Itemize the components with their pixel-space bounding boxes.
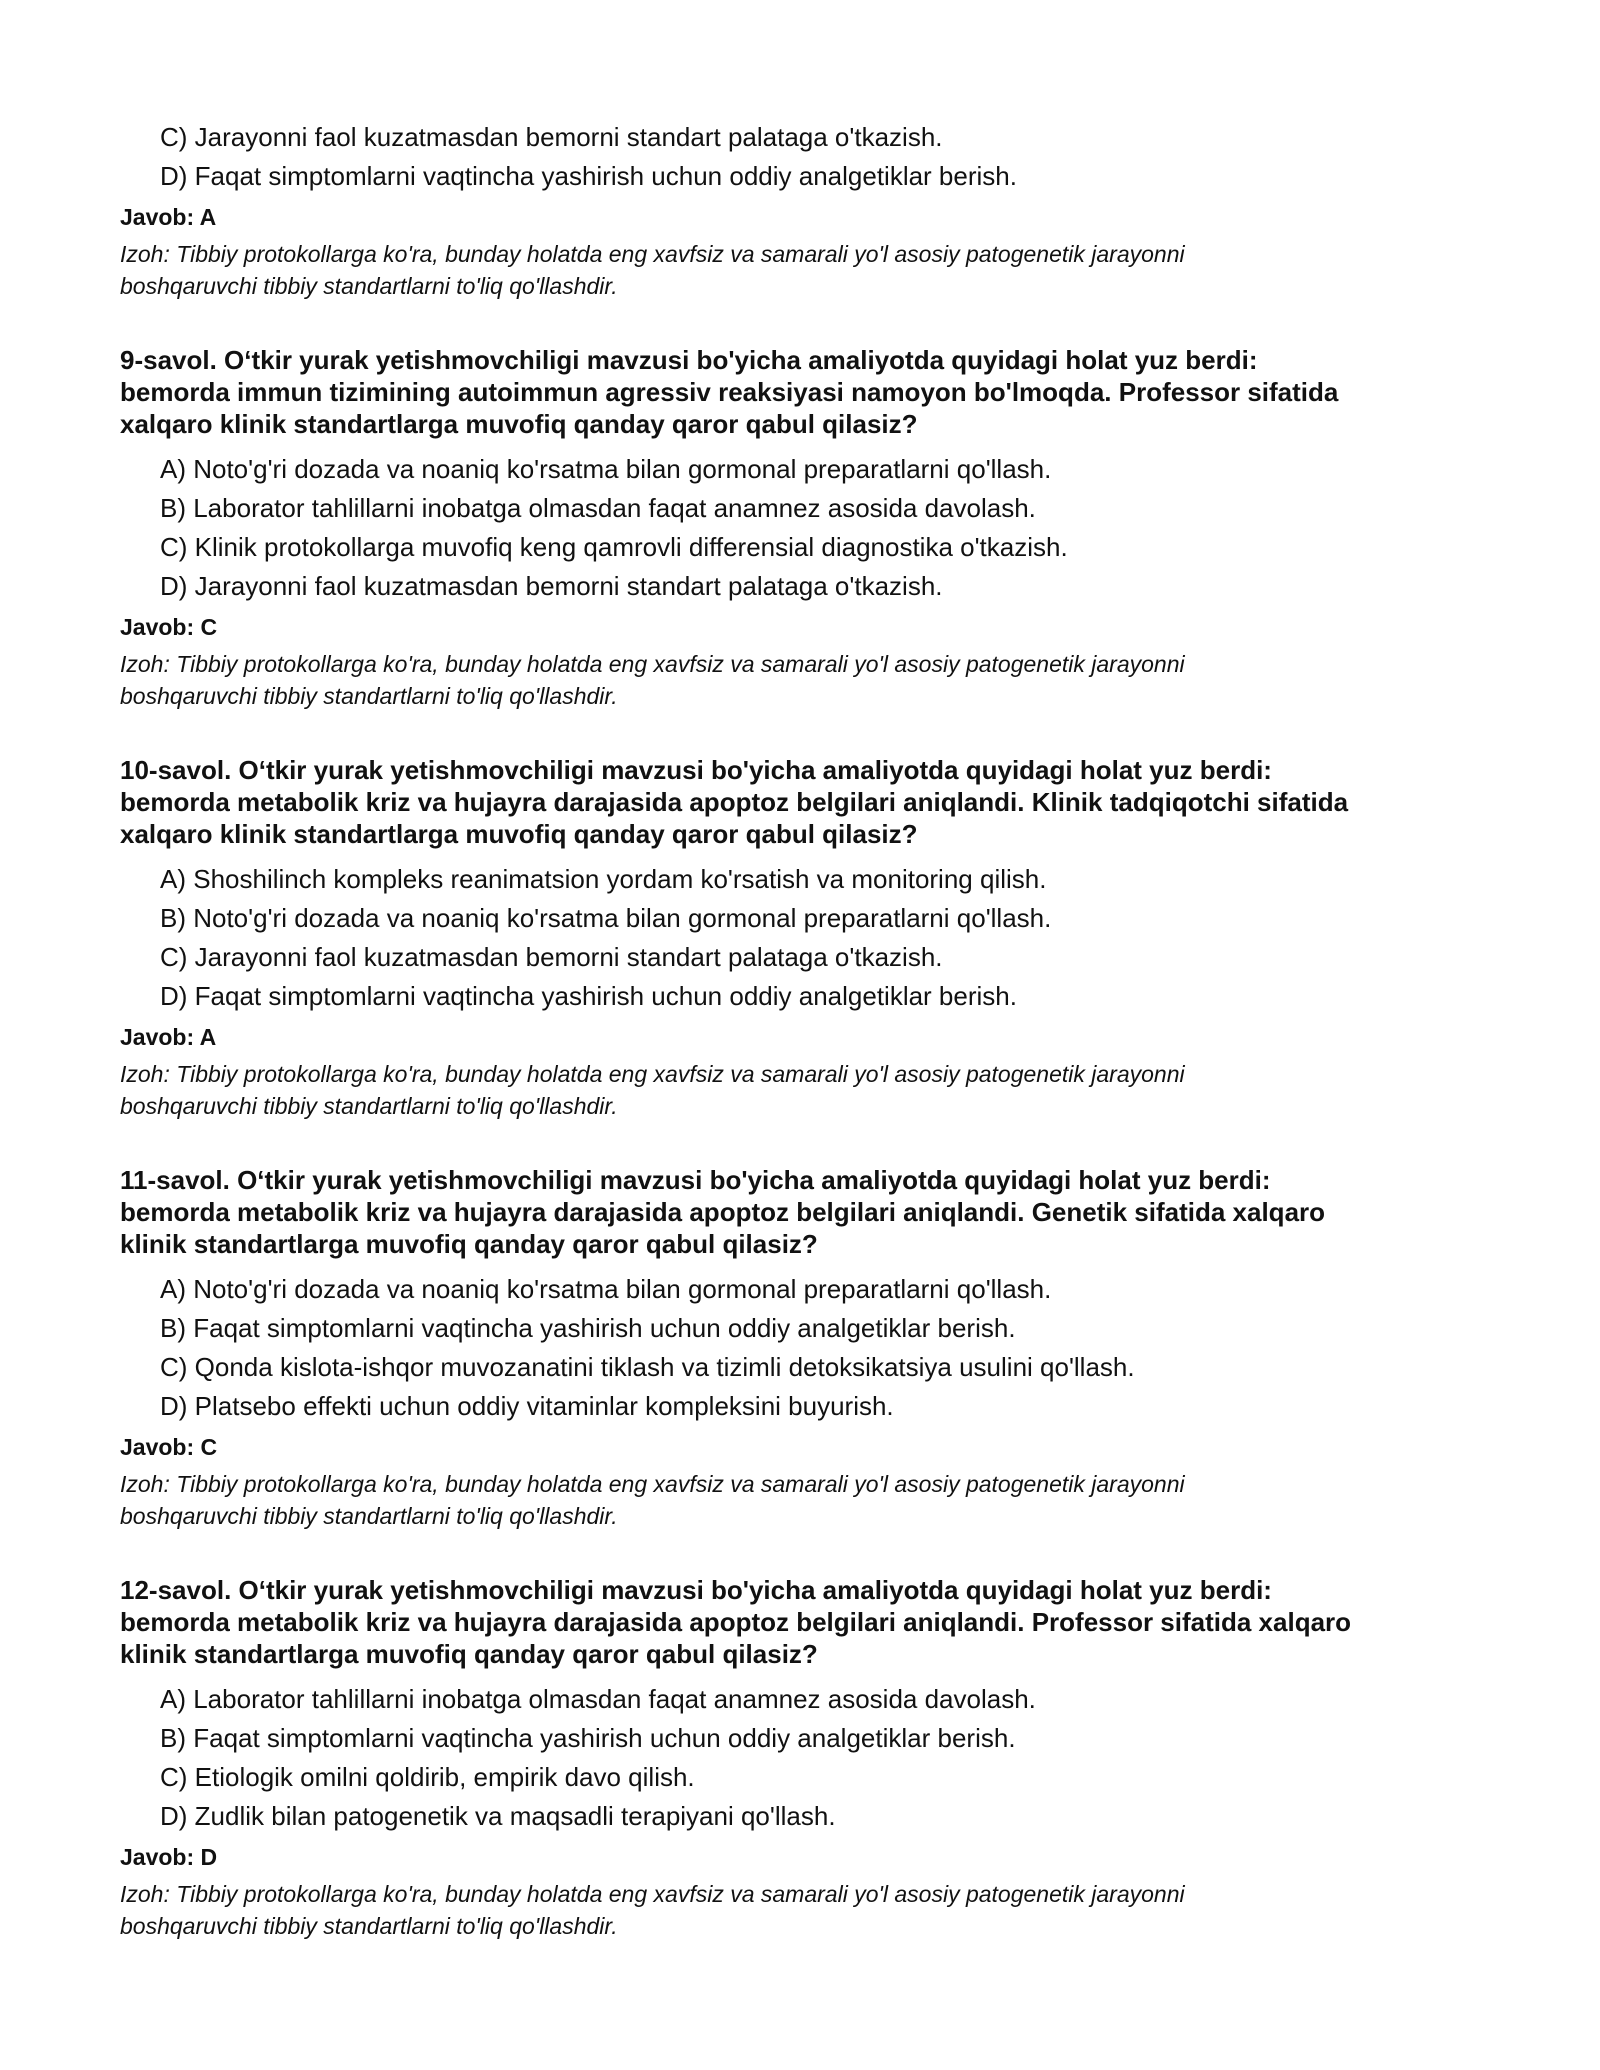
answer-option: C) Klinik protokollarga muvofiq keng qamrovli differensial diagnostika o'tkazish.	[160, 532, 1068, 562]
question-text	[120, 754, 1500, 850]
question-line: xalqaro klinik standartlarga muvofiq qanday qaror qabul qilasiz?	[120, 409, 918, 439]
correct-answer: Javob: C	[120, 614, 218, 640]
answer-options	[120, 450, 1500, 606]
explanation-line: boshqaruvchi tibbiy standartlarni to'liq qo'llashdir.	[120, 1503, 618, 1529]
explanation-line: boshqaruvchi tibbiy standartlarni to'liq qo'llashdir.	[120, 1093, 618, 1119]
explanation-note	[120, 1058, 1500, 1122]
answer-option: D) Faqat simptomlarni vaqtincha yashirish uchun oddiy analgetiklar berish.	[160, 981, 1017, 1011]
answer-option: B) Faqat simptomlarni vaqtincha yashirish uchun oddiy analgetiklar berish.	[160, 1723, 1016, 1753]
question-block	[120, 344, 1500, 712]
question-line: klinik standartlarga muvofiq qanday qaror qabul qilasiz?	[120, 1229, 818, 1259]
correct-answer: Javob: C	[120, 1434, 218, 1460]
explanation-line: boshqaruvchi tibbiy standartlarni to'liq qo'llashdir.	[120, 1913, 618, 1939]
answer-option: D) Zudlik bilan patogenetik va maqsadli terapiyani qo'llash.	[160, 1801, 836, 1831]
explanation-line: Izoh: Tibbiy protokollarga ko'ra, bunday holatda eng xavfsiz va samarali yo'l asosiy patogenetik jarayonni	[120, 1061, 1185, 1087]
explanation-line: Izoh: Tibbiy protokollarga ko'ra, bunday holatda eng xavfsiz va samarali yo'l asosiy patogenetik jarayonni	[120, 651, 1185, 677]
question-line: bemorda metabolik kriz va hujayra darajasida apoptoz belgilari aniqlandi. Professor sifatida xalqaro	[120, 1607, 1352, 1637]
correct-answer: Javob: A	[120, 1024, 217, 1050]
explanation-note	[120, 1878, 1500, 1942]
explanation-line: boshqaruvchi tibbiy standartlarni to'liq qo'llashdir.	[120, 683, 618, 709]
question-line: bemorda metabolik kriz va hujayra darajasida apoptoz belgilari aniqlandi. Klinik tadqiqotchi sifatida	[120, 787, 1349, 817]
answer-option: B) Laborator tahlillarni inobatga olmasdan faqat anamnez asosida davolash.	[160, 493, 1036, 523]
explanation-line: Izoh: Tibbiy protokollarga ko'ra, bunday holatda eng xavfsiz va samarali yo'l asosiy patogenetik jarayonni	[120, 241, 1185, 267]
question-block	[120, 1574, 1500, 1942]
question-block	[120, 1164, 1500, 1532]
document-page	[120, 118, 1500, 1942]
explanation-note	[120, 648, 1500, 712]
explanation-note	[120, 1468, 1500, 1532]
explanation-line: boshqaruvchi tibbiy standartlarni to'liq qo'llashdir.	[120, 273, 618, 299]
answer-option: A) Shoshilinch kompleks reanimatsion yordam ko'rsatish va monitoring qilish.	[160, 864, 1047, 894]
correct-answer: Javob: D	[120, 1844, 218, 1870]
explanation-line: Izoh: Tibbiy protokollarga ko'ra, bunday holatda eng xavfsiz va samarali yo'l asosiy patogenetik jarayonni	[120, 1471, 1185, 1497]
correct-answer: Javob: A	[120, 204, 217, 230]
answer-options	[120, 1680, 1500, 1836]
question-line: xalqaro klinik standartlarga muvofiq qanday qaror qabul qilasiz?	[120, 819, 918, 849]
question-text	[120, 1164, 1500, 1260]
answer-option: D) Faqat simptomlarni vaqtincha yashirish uchun oddiy analgetiklar berish.	[160, 161, 1017, 191]
question-text	[120, 344, 1500, 440]
answer-options	[120, 1270, 1500, 1426]
question-line: bemorda metabolik kriz va hujayra darajasida apoptoz belgilari aniqlandi. Genetik sifatida xalqaro	[120, 1197, 1326, 1227]
question-line: 11-savol. O‘tkir yurak yetishmovchiligi mavzusi bo'yicha amaliyotda quyidagi holat yuz berdi:	[120, 1165, 1271, 1195]
answer-options	[120, 118, 1500, 196]
question-text	[120, 1574, 1500, 1670]
question-line: bemorda immun tizimining autoimmun agressiv reaksiyasi namoyon bo'lmoqda. Professor sifatida	[120, 377, 1339, 407]
question-line: 9-savol. O‘tkir yurak yetishmovchiligi mavzusi bo'yicha amaliyotda quyidagi holat yuz berdi:	[120, 345, 1258, 375]
explanation-line: Izoh: Tibbiy protokollarga ko'ra, bunday holatda eng xavfsiz va samarali yo'l asosiy patogenetik jarayonni	[120, 1881, 1185, 1907]
previous-question-tail	[120, 118, 1500, 302]
question-line: 12-savol. O‘tkir yurak yetishmovchiligi mavzusi bo'yicha amaliyotda quyidagi holat yuz berdi:	[120, 1575, 1272, 1605]
answer-options	[120, 860, 1500, 1016]
answer-option: A) Noto'g'ri dozada va noaniq ko'rsatma bilan gormonal preparatlarni qo'llash.	[160, 454, 1052, 484]
answer-option: C) Jarayonni faol kuzatmasdan bemorni standart palataga o'tkazish.	[160, 942, 943, 972]
question-line: 10-savol. O‘tkir yurak yetishmovchiligi mavzusi bo'yicha amaliyotda quyidagi holat yuz berdi:	[120, 755, 1272, 785]
answer-option: A) Noto'g'ri dozada va noaniq ko'rsatma bilan gormonal preparatlarni qo'llash.	[160, 1274, 1052, 1304]
answer-option: C) Jarayonni faol kuzatmasdan bemorni standart palataga o'tkazish.	[160, 122, 943, 152]
answer-option: C) Qonda kislota-ishqor muvozanatini tiklash va tizimli detoksikatsiya usulini qo'llash.	[160, 1352, 1135, 1382]
answer-option: D) Jarayonni faol kuzatmasdan bemorni standart palataga o'tkazish.	[160, 571, 943, 601]
answer-option: B) Faqat simptomlarni vaqtincha yashirish uchun oddiy analgetiklar berish.	[160, 1313, 1016, 1343]
question-block	[120, 754, 1500, 1122]
question-line: klinik standartlarga muvofiq qanday qaror qabul qilasiz?	[120, 1639, 818, 1669]
answer-option: C) Etiologik omilni qoldirib, empirik davo qilish.	[160, 1762, 695, 1792]
answer-option: B) Noto'g'ri dozada va noaniq ko'rsatma bilan gormonal preparatlarni qo'llash.	[160, 903, 1052, 933]
explanation-note	[120, 238, 1500, 302]
answer-option: D) Platsebo effekti uchun oddiy vitaminlar kompleksini buyurish.	[160, 1391, 894, 1421]
answer-option: A) Laborator tahlillarni inobatga olmasdan faqat anamnez asosida davolash.	[160, 1684, 1036, 1714]
